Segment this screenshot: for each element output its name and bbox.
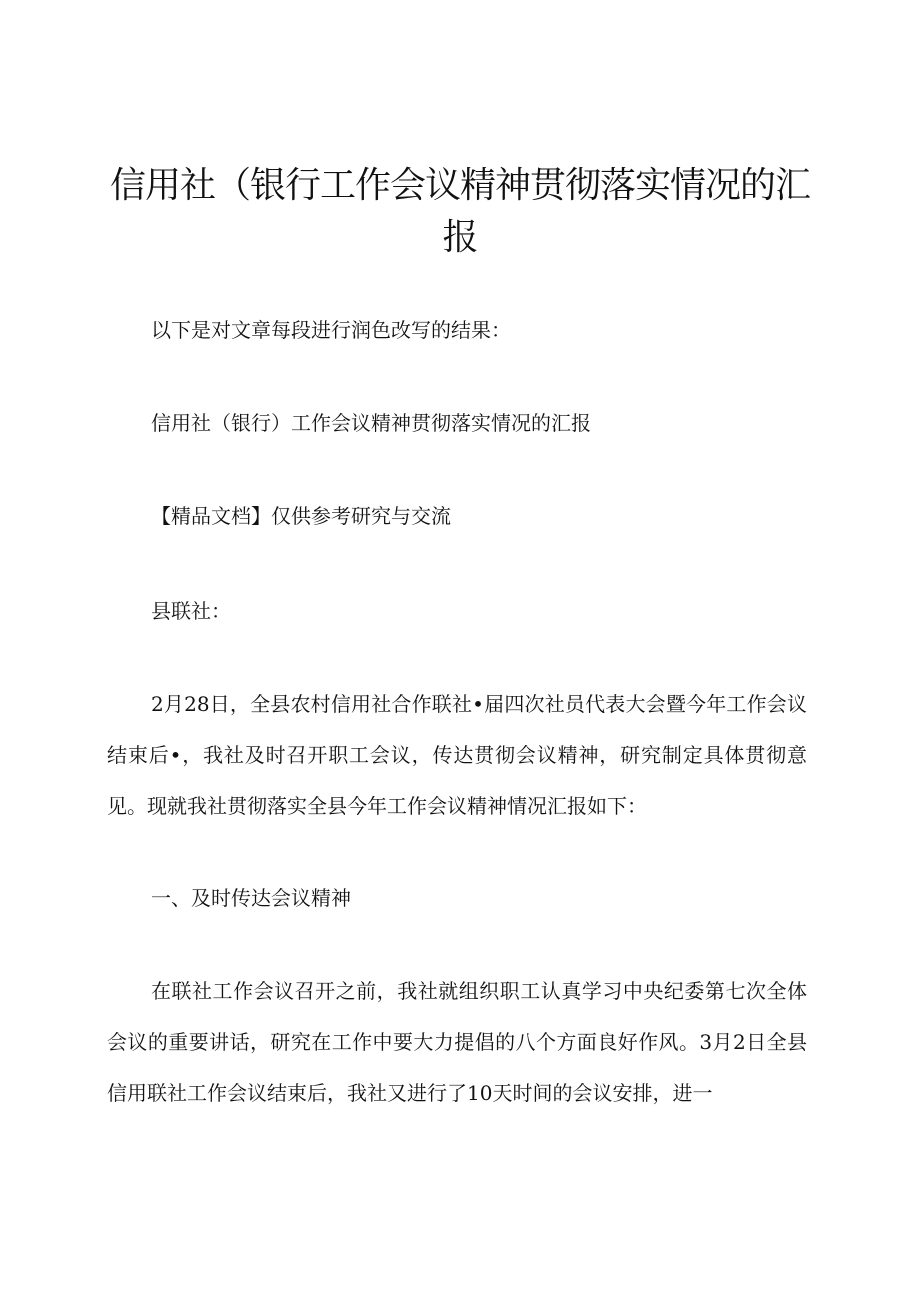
subtitle-line: 信用社（银行）工作会议精神贯彻落实情况的汇报 (151, 411, 591, 435)
document-title: 信用社（银行工作会议精神贯彻落实情况的汇报 (109, 165, 810, 258)
tag-line: 【精品文档】仅供参考研究与交流 (151, 504, 451, 528)
paragraph-2: 在联社工作会议召开之前，我社就组织职工认真学习中央纪委第七次全体会议的重要讲话，研究在工作中要大力提倡的八个方面良好作风。3月2日全县信用联社工作会议结束后，我社又进行了10天时间的会议安排，进一 (107, 979, 807, 1105)
section-heading-1: 一、及时传达会议精神 (151, 886, 351, 910)
intro-line: 以下是对文章每段进行润色改写的结果： (151, 318, 511, 342)
salutation: 县联社： (151, 599, 231, 623)
paragraph-1: 2月28日，全县农村信用社合作联社•届四次社员代表大会暨今年工作会议结束后•，我社及时召开职工会议，传达贯彻会议精神，研究制定具体贯彻意见。现就我社贯彻落实全县今年工作会议精神情况汇报如下： (107, 692, 807, 818)
